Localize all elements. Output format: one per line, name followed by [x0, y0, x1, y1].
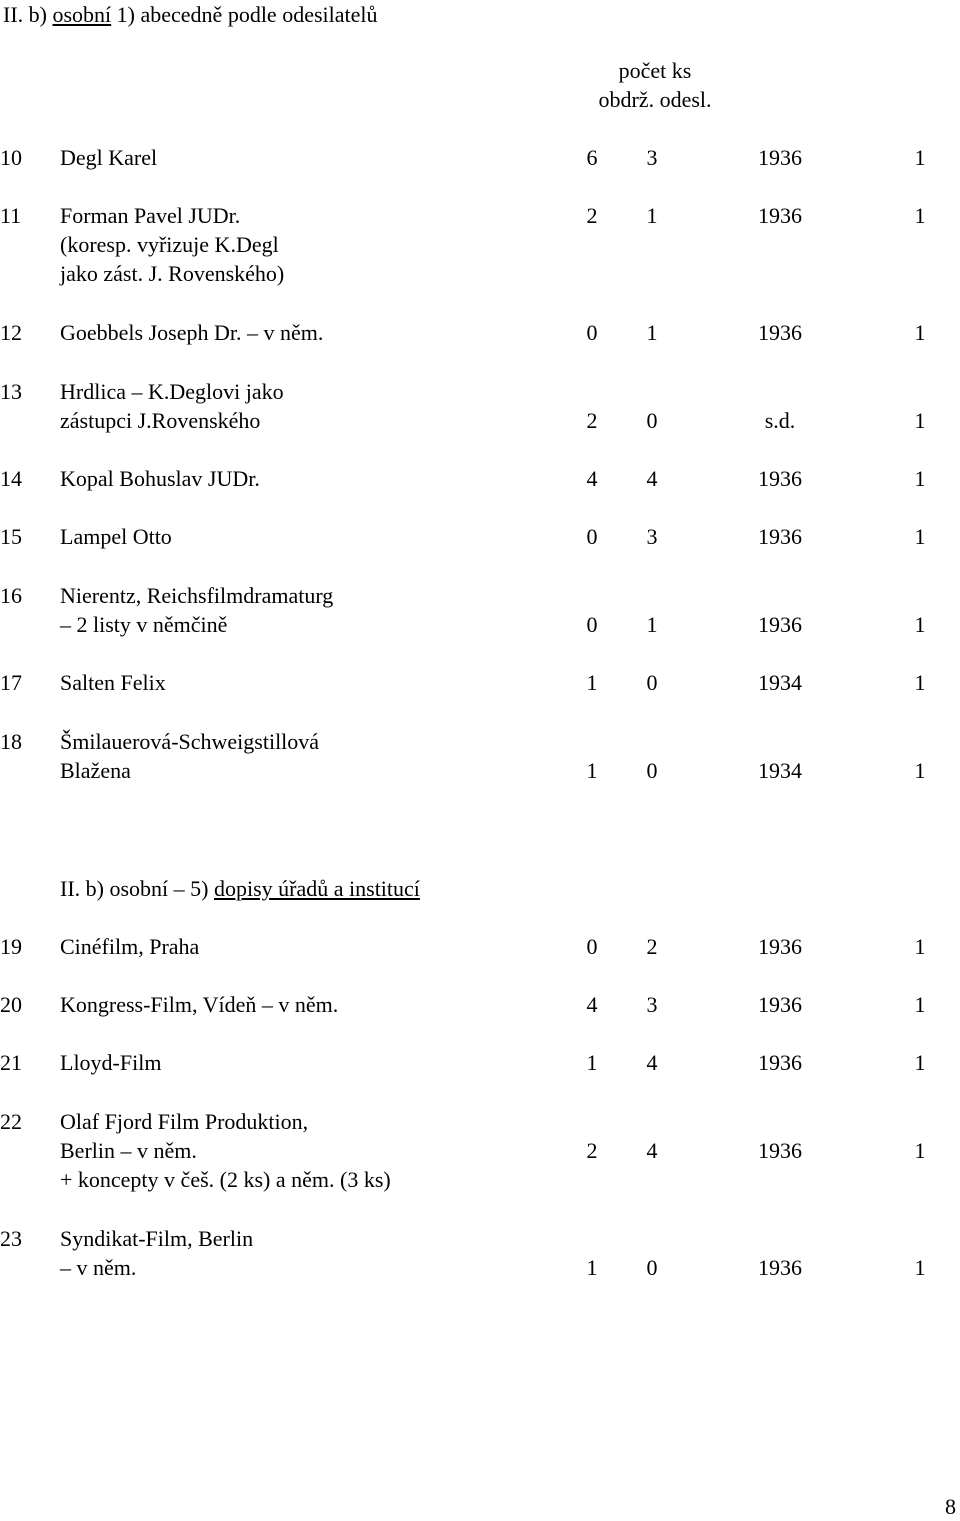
sent-count: 4 [646, 1138, 658, 1163]
entry-text-line: Lloyd-Film [60, 1050, 162, 1075]
received-count: 0 [586, 612, 598, 637]
column-header-count: počet ks [618, 58, 692, 83]
item-count: 1 [914, 670, 926, 695]
item-count: 1 [914, 1255, 926, 1280]
year: 1936 [758, 1138, 802, 1163]
entry-number: 22 [0, 1109, 22, 1134]
entry-text-line: Goebbels Joseph Dr. – v něm. [60, 320, 324, 345]
entry-text-line: Olaf Fjord Film Produktion, [60, 1109, 309, 1134]
heading-prefix: II. b) [3, 2, 53, 27]
entry-number: 18 [0, 729, 22, 754]
entry-text-line: Salten Felix [60, 670, 166, 695]
sent-count: 1 [646, 203, 658, 228]
sent-count: 3 [646, 992, 658, 1017]
entry-text-line: jako zást. J. Rovenského) [60, 261, 285, 286]
received-count: 0 [586, 524, 598, 549]
entry-text-line: Kopal Bohuslav JUDr. [60, 466, 260, 491]
entry-text-line: – v něm. [60, 1255, 137, 1280]
received-count: 4 [586, 992, 598, 1017]
entry-number: 16 [0, 583, 22, 608]
year: 1936 [758, 145, 802, 170]
year: 1936 [758, 992, 802, 1017]
received-count: 1 [586, 758, 598, 783]
year: 1936 [758, 1255, 802, 1280]
sent-count: 0 [646, 408, 658, 433]
sent-count: 2 [646, 934, 658, 959]
entry-text-line: Kongress-Film, Vídeň – v něm. [60, 992, 339, 1017]
sent-count: 3 [646, 145, 658, 170]
sent-count: 3 [646, 524, 658, 549]
year: 1936 [758, 612, 802, 637]
sent-count: 1 [646, 320, 658, 345]
entry-text-line: Blažena [60, 758, 131, 783]
entry-text-line: Berlin – v něm. [60, 1138, 197, 1163]
entry-text-line: Šmilauerová-Schweigstillová [60, 729, 320, 754]
item-count: 1 [914, 524, 926, 549]
year: 1936 [758, 466, 802, 491]
entry-text-line: Syndikat-Film, Berlin [60, 1226, 254, 1251]
entry-number: 13 [0, 379, 22, 404]
year: 1934 [758, 758, 802, 783]
received-count: 2 [586, 203, 598, 228]
entry-number: 11 [0, 203, 22, 228]
year: 1936 [758, 203, 802, 228]
entry-text-line: Nierentz, Reichsfilmdramaturg [60, 583, 334, 608]
item-count: 1 [914, 612, 926, 637]
item-count: 1 [914, 1050, 926, 1075]
sent-count: 0 [646, 1255, 658, 1280]
entry-text-line: Degl Karel [60, 145, 158, 170]
sent-count: 4 [646, 466, 658, 491]
entry-text-line: Forman Pavel JUDr. [60, 203, 241, 228]
section-heading [3, 0, 378, 29]
section-heading-2 [60, 874, 420, 903]
year: 1936 [758, 524, 802, 549]
item-count: 1 [914, 758, 926, 783]
year: 1936 [758, 934, 802, 959]
heading-link[interactable]: osobní [52, 2, 112, 27]
entry-number: 23 [0, 1226, 22, 1251]
item-count: 1 [914, 1138, 926, 1163]
item-count: 1 [914, 145, 926, 170]
sent-count: 0 [646, 758, 658, 783]
item-count: 1 [914, 992, 926, 1017]
received-count: 1 [586, 1050, 598, 1075]
received-count: 2 [586, 1138, 598, 1163]
entry-text-line: – 2 listy v němčině [60, 612, 228, 637]
received-count: 1 [586, 670, 598, 695]
entry-number: 21 [0, 1050, 22, 1075]
year: s.d. [764, 408, 796, 433]
entry-text-line: Cinéfilm, Praha [60, 934, 200, 959]
heading2-prefix: II. b) osobní – 5) [60, 876, 214, 901]
entry-text-line: + koncepty v češ. (2 ks) a něm. (3 ks) [60, 1167, 391, 1192]
received-count: 1 [586, 1255, 598, 1280]
received-count: 0 [586, 934, 598, 959]
item-count: 1 [914, 203, 926, 228]
sent-count: 0 [646, 670, 658, 695]
received-count: 0 [586, 320, 598, 345]
entry-text-line: zástupci J.Rovenského [60, 408, 261, 433]
sent-count: 1 [646, 612, 658, 637]
entry-number: 19 [0, 934, 22, 959]
entry-text-line: Hrdlica – K.Deglovi jako [60, 379, 284, 404]
entry-number: 17 [0, 670, 22, 695]
year: 1934 [758, 670, 802, 695]
year: 1936 [758, 320, 802, 345]
page-number: 8 [945, 1494, 956, 1519]
entry-text-line: (koresp. vyřizuje K.Degl [60, 232, 279, 257]
entry-number: 10 [0, 145, 22, 170]
item-count: 1 [914, 934, 926, 959]
sent-count: 4 [646, 1050, 658, 1075]
entry-number: 20 [0, 992, 22, 1017]
item-count: 1 [914, 320, 926, 345]
item-count: 1 [914, 408, 926, 433]
received-count: 6 [586, 145, 598, 170]
entry-number: 15 [0, 524, 22, 549]
year: 1936 [758, 1050, 802, 1075]
item-count: 1 [914, 466, 926, 491]
entry-number: 12 [0, 320, 22, 345]
heading-rest: 1) abecedně podle odesilatelů [111, 2, 378, 27]
entry-number: 14 [0, 466, 22, 491]
column-header-received-sent: obdrž. odesl. [598, 87, 712, 112]
received-count: 4 [586, 466, 598, 491]
entry-text-line: Lampel Otto [60, 524, 172, 549]
heading2-link[interactable]: dopisy úřadů a institucí [213, 876, 420, 901]
received-count: 2 [586, 408, 598, 433]
